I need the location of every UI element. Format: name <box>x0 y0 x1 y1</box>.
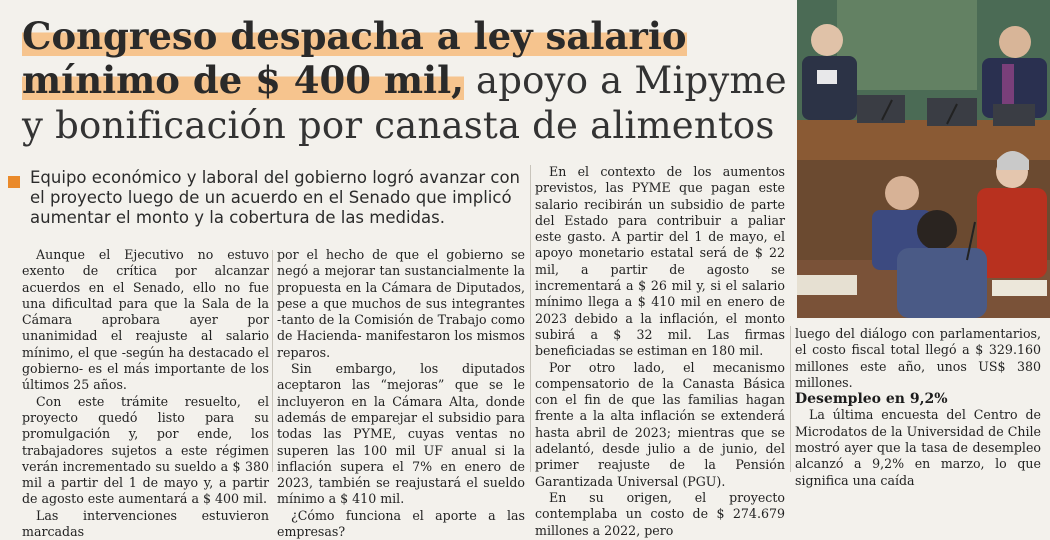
column-2 <box>277 247 525 540</box>
paragraph: por el hecho de que el gobierno se negó a mejorar tan sustancialmente la propuesta en la Cámara de Diputados, pese a que muchos de sus integrantes -tanto de la Comisión de Trabajo como de Hacienda- manifestaron los mismos reparos. <box>277 247 525 360</box>
paragraph: Por otro lado, el mecanismo compensatorio de la Canasta Básica con el fin de que las familias hagan frente a la alta inflación se extenderá hasta abril de 2023; mientras que se adelantó, desde julio a de junio, del primer reajuste de la Pensión Garantizada Universal (PGU). <box>535 359 785 489</box>
headline-bold-line1: Congreso despacha a ley salario <box>22 14 687 58</box>
paragraph: Con este trámite resuelto, el proyecto quedó listo para su promulgación y, por ende, los trabajadores sujetos a este régimen verán incrementado su sueldo a $ 380 mil a partir del 1 de mayo y, a partir de agosto este aumentará a $ 400 mil. <box>22 393 269 507</box>
column-divider <box>272 250 273 472</box>
paragraph: Sin embargo, los diputados aceptaron las “mejoras” que se le incluyeron en la Cámara Alta, donde además de emparejar el subsidio para todas las PYME, cuyas ventas no superen las 100 mil UF anual si la inflación supera el 7% en enero de 2023, también se reajustará el sueldo mínimo a $ 410 mil. <box>277 361 525 507</box>
parliament-photo-illustration <box>797 0 1050 318</box>
lead-block <box>8 168 520 228</box>
headline-light-tail: apoyo a Mipyme y bonificación por canasta de alimentos <box>22 59 787 147</box>
headline-bold-line2: mínimo de $ 400 mil, <box>22 58 465 102</box>
paragraph: La última encuesta del Centro de Microdatos de la Universidad de Chile mostró ayer que la tasa de desempleo alcanzó a 9,2% en marzo, lo que significa una caída <box>795 407 1041 488</box>
parliament-photo <box>797 0 1050 318</box>
paragraph: En su origen, el proyecto contemplaba un costo de $ 274.679 millones a 2022, pero <box>535 489 785 538</box>
column-3 <box>535 164 785 539</box>
paragraph: Aunque el Ejecutivo no estuvo exento de crítica por alcanzar acuerdos en el Senado, ello no fue una dificultad para que la Sala de la Cámara aprobara ayer por unanimidad el reajuste al salario mínimo, el que -según ha destacado el gobierno- es el más importante de los últimos 25 años. <box>22 247 269 393</box>
column-divider <box>530 165 531 472</box>
column-1 <box>22 247 269 540</box>
headline <box>22 14 792 148</box>
lead-paragraph: Equipo económico y laboral del gobierno logró avanzar con el proyecto luego de un acuerdo en el Senado que implicó aumentar el monto y la cobertura de las medidas. <box>30 168 520 227</box>
paragraph: Las intervenciones estuvieron marcadas <box>22 507 269 540</box>
column-4 <box>795 326 1041 489</box>
paragraph: luego del diálogo con parlamentarios, el costo fiscal total llegó a $ 329.160 millones este año, unos US$ 380 millones. <box>795 326 1041 390</box>
paragraph: En el contexto de los aumentos previstos, las PYME que pagan este salario recibirán un subsidio de parte del Estado para contribuir a paliar este gasto. A partir del 1 de mayo, el apoyo monetario estatal será de $ 22 mil, a partir de agosto se incrementará a $ 26 mil y, si el salario mínimo llega a $ 410 mil en enero de 2023 debido a la inflación, el monto subirá a $ 32 mil. Las firmas beneficiadas se estiman en 180 mil. <box>535 164 785 359</box>
paragraph: ¿Cómo funciona el aporte a las empresas? <box>277 507 525 540</box>
subheading: Desempleo en 9,2% <box>795 391 948 408</box>
lead-bullet-square-icon <box>8 176 20 188</box>
column-divider <box>790 326 791 472</box>
